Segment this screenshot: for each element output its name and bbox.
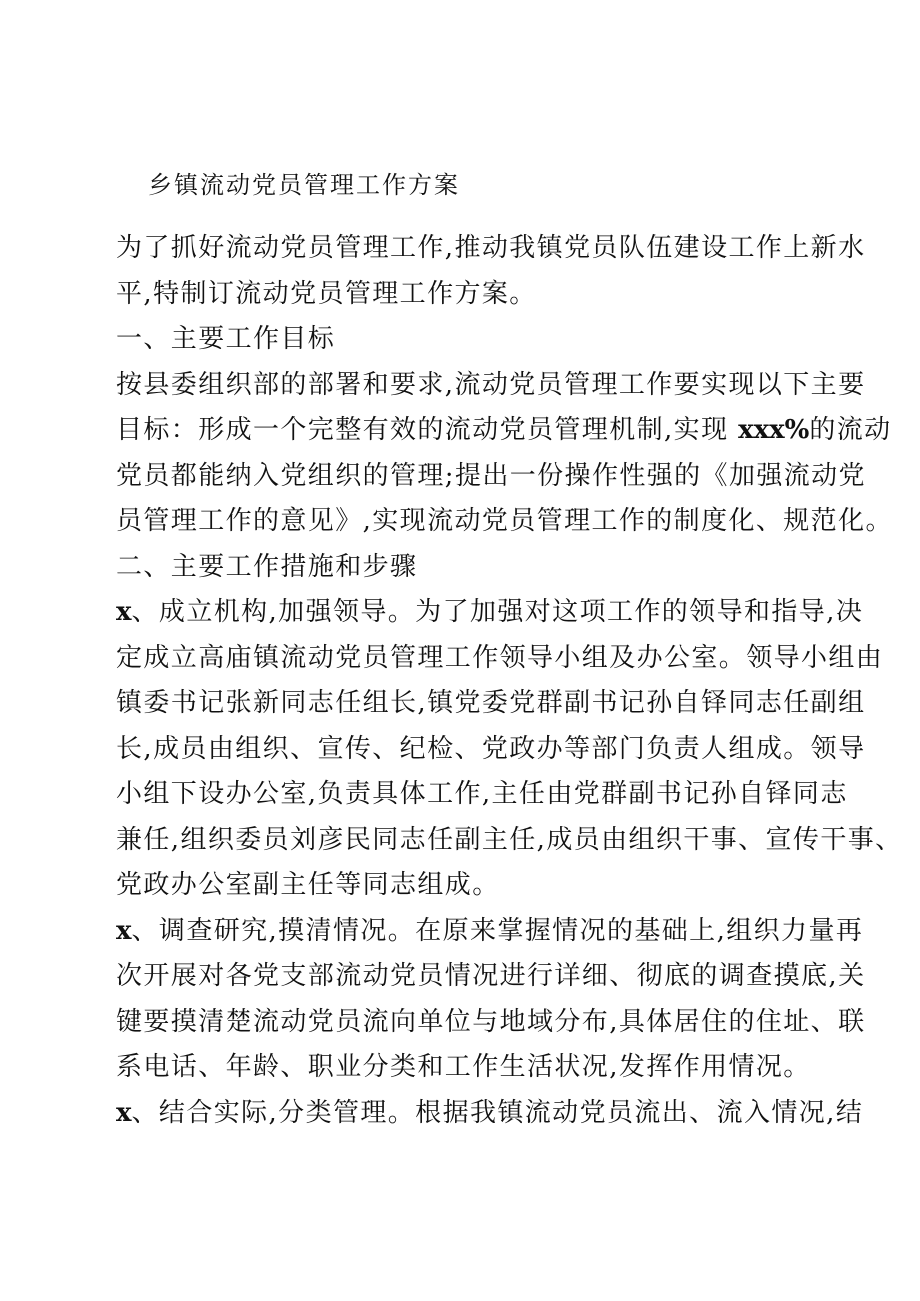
- document-title: 乡镇流动党员管理工作方案: [148, 171, 460, 199]
- text-line: 定成立高庙镇流动党员管理工作领导小组及办公室。领导小组由: [116, 642, 884, 673]
- text-line: 为了抓好流动党员管理工作,推动我镇党员队伍建设工作上新水: [116, 233, 866, 263]
- text-line: 平,特制订流动党员管理工作方案。: [116, 278, 537, 309]
- text-line: 党政办公室副主任等同志组成。: [116, 870, 500, 900]
- text-line: 键要摸清楚流动党员流向单位与地域分布,具体居住的住址、联: [116, 1006, 866, 1037]
- text-line: 按县委组织部的部署和要求,流动党员管理工作要实现以下主要: [116, 369, 866, 400]
- text-line: 员管理工作的意见》,实现流动党员管理工作的制度化、规范化。: [116, 506, 893, 536]
- text-line: 兼任,组织委员刘彦民同志任副主任,成员由组织干事、宣传干事、: [116, 824, 903, 855]
- text-line: 长,成员由组织、宣传、纪检、党政办等部门负责人组成。领导: [116, 733, 866, 764]
- text-line: x、成立机构,加强领导。为了加强对这项工作的领导和指导,决: [116, 597, 864, 627]
- text-line: 目标：形成一个完整有效的流动党员管理机制,实现 xxx%的流动: [116, 415, 892, 445]
- section-heading: 二、主要工作措施和步骤: [116, 551, 418, 582]
- text-line: x、结合实际,分类管理。根据我镇流动党员流出、流入情况,结: [116, 1097, 864, 1128]
- section-heading: 一、主要工作目标: [116, 324, 336, 354]
- text-line: 系电话、年龄、职业分类和工作生活状况,发挥作用情况。: [116, 1052, 811, 1082]
- text-line: 小组下设办公室,负责具体工作,主任由党群副书记孙自铎同志: [116, 779, 848, 809]
- text-line: 镇委书记张新同志任组长,镇党委党群副书记孙自铎同志任副组: [116, 688, 866, 718]
- document-body: [116, 226, 903, 1136]
- text-line: 次开展对各党支部流动党员情况进行详细、彻底的调查摸底,关: [116, 961, 866, 991]
- text-line: 党员都能纳入党组织的管理;提出一份操作性强的《加强流动党: [116, 460, 866, 491]
- text-line: x、调查研究,摸清情况。在原来掌握情况的基础上,组织力量再: [116, 915, 864, 946]
